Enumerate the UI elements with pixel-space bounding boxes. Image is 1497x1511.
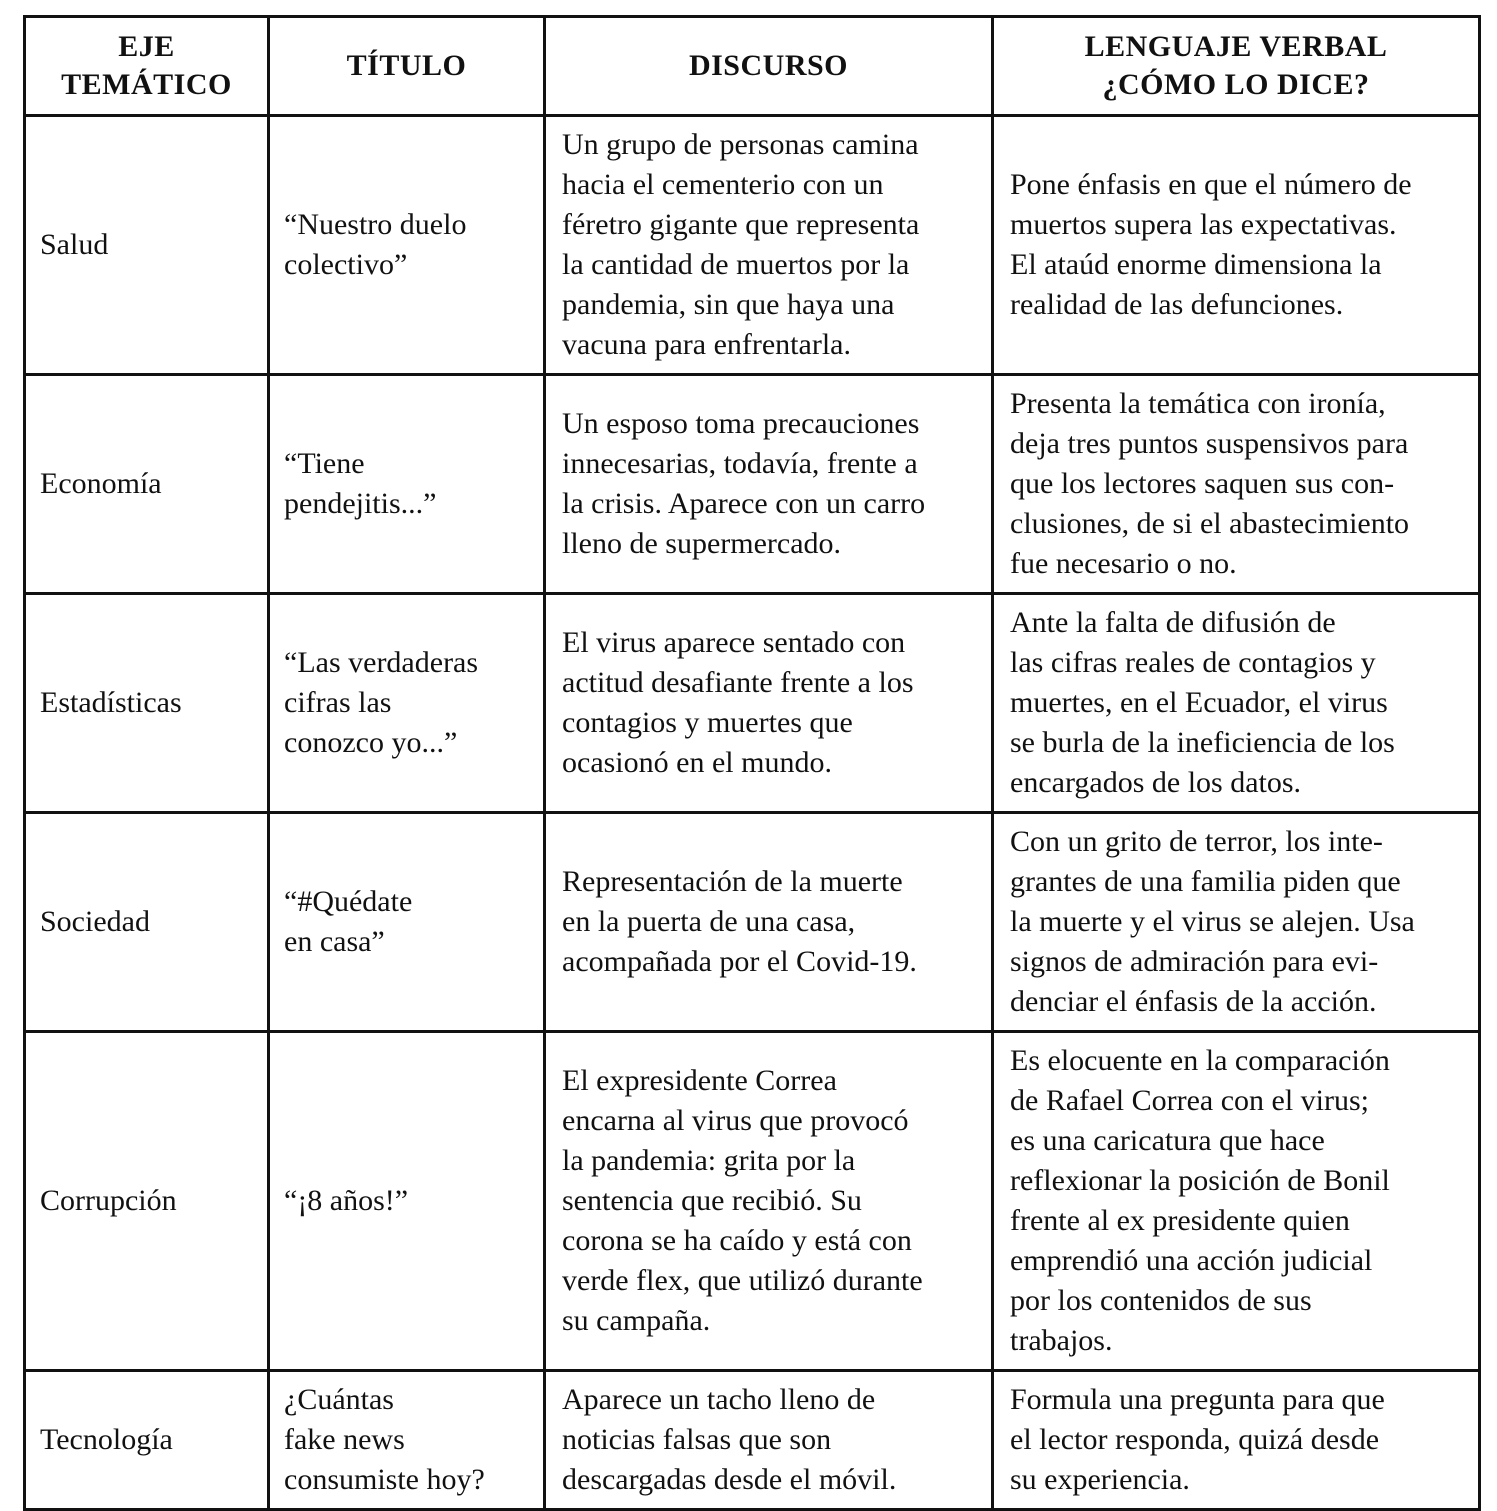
cell-eje: Estadísticas — [25, 594, 269, 813]
table-row — [25, 375, 1480, 594]
header-lenguaje-line-1: LENGUAJE VERBAL — [1084, 30, 1388, 63]
table-row — [25, 813, 1480, 1032]
cell-eje: Economía — [25, 375, 269, 594]
cell-eje: Tecnología — [25, 1371, 269, 1510]
table-row — [25, 594, 1480, 813]
summary-table — [23, 15, 1481, 1511]
header-eje-line-1: EJE — [118, 30, 175, 63]
cell-discurso: El virus aparece sentado con actitud desafiante frente a los contagios y muertes que ocasionó en el mundo. — [545, 594, 993, 813]
header-row — [25, 17, 1480, 116]
summary-table-container — [23, 15, 1478, 1511]
cell-discurso: Un esposo toma precauciones innecesarias, todavía, frente a la crisis. Aparece con un carro lleno de supermercado. — [545, 375, 993, 594]
cell-titulo: “Nuestro duelo colectivo” — [269, 116, 545, 375]
cell-titulo: “Tiene pendejitis...” — [269, 375, 545, 594]
cell-discurso: Representación de la muerte en la puerta de una casa, acompañada por el Covid-19. — [545, 813, 993, 1032]
cell-titulo: “¡8 años!” — [269, 1032, 545, 1371]
header-titulo: TÍTULO — [269, 17, 545, 116]
cell-titulo: “#Quédate en casa” — [269, 813, 545, 1032]
header-lenguaje-verbal — [993, 17, 1480, 116]
table-row — [25, 116, 1480, 375]
cell-lenguaje: Con un grito de terror, los inte- grantes de una familia piden que la muerte y el virus se alejen. Usa signos de admiración para evi- denciar el énfasis de la acción. — [993, 813, 1480, 1032]
cell-lenguaje: Presenta la temática con ironía, deja tres puntos suspensivos para que los lectores saquen sus con- clusiones, de si el abastecimiento fue necesario o no. — [993, 375, 1480, 594]
cell-eje: Corrupción — [25, 1032, 269, 1371]
cell-eje: Sociedad — [25, 813, 269, 1032]
cell-titulo: ¿Cuántas fake news consumiste hoy? — [269, 1371, 545, 1510]
table-row — [25, 1371, 1480, 1510]
cell-lenguaje: Es elocuente en la comparación de Rafael Correa con el virus; es una caricatura que hace reflexionar la posición de Bonil frente al ex presidente quien emprendió una acción judicial por los contenidos de sus trabajos. — [993, 1032, 1480, 1371]
header-lenguaje-line-2: ¿CÓMO LO DICE? — [1102, 68, 1370, 101]
cell-lenguaje: Ante la falta de difusión de las cifras reales de contagios y muertes, en el Ecuador, el virus se burla de la ineficiencia de los encargados de los datos. — [993, 594, 1480, 813]
table-row — [25, 1032, 1480, 1371]
table-header — [25, 17, 1480, 116]
cell-discurso: El expresidente Correa encarna al virus que provocó la pandemia: grita por la sentencia que recibió. Su corona se ha caído y está con verde flex, que utilizó durante su campaña. — [545, 1032, 993, 1371]
header-discurso: DISCURSO — [545, 17, 993, 116]
cell-eje: Salud — [25, 116, 269, 375]
cell-discurso: Aparece un tacho lleno de noticias falsas que son descargadas desde el móvil. — [545, 1371, 993, 1510]
cell-lenguaje: Formula una pregunta para que el lector responda, quizá desde su experiencia. — [993, 1371, 1480, 1510]
cell-discurso: Un grupo de personas camina hacia el cementerio con un féretro gigante que representa la cantidad de muertos por la pandemia, sin que haya una vacuna para enfrentarla. — [545, 116, 993, 375]
table-body — [25, 116, 1480, 1510]
header-eje-tematico — [25, 17, 269, 116]
cell-lenguaje: Pone énfasis en que el número de muertos supera las expectativas. El ataúd enorme dimensiona la realidad de las defunciones. — [993, 116, 1480, 375]
header-eje-line-2: TEMÁTICO — [61, 68, 232, 101]
cell-titulo: “Las verdaderas cifras las conozco yo...” — [269, 594, 545, 813]
